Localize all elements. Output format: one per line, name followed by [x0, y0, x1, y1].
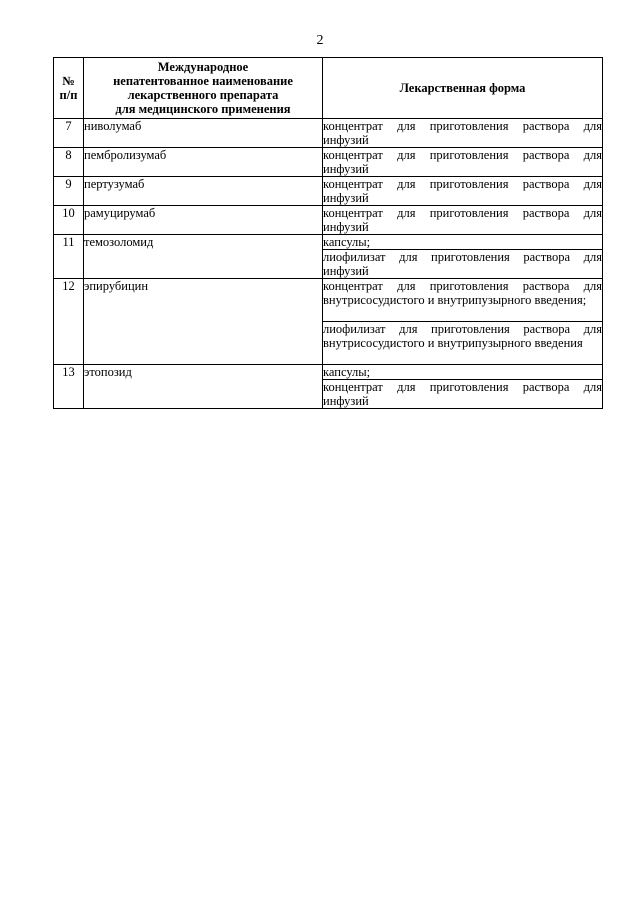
row-number: 9: [54, 177, 84, 206]
table-row: [54, 148, 603, 177]
header-number: [54, 58, 84, 119]
drug-name: пертузумаб: [84, 177, 323, 206]
row-number: 7: [54, 119, 84, 148]
drug-name: эпирубицин: [84, 279, 323, 365]
table-row: [54, 235, 603, 250]
table-header-row: [54, 58, 603, 119]
dosage-form-text: капсулы;: [323, 235, 371, 249]
drug-name: ниволумаб: [84, 119, 323, 148]
header-number-line-2: п/п: [59, 88, 78, 102]
dosage-form-text: капсулы;: [323, 365, 371, 379]
drug-name: темозоломид: [84, 235, 323, 279]
header-name-line-2: непатентованное наименование: [113, 74, 293, 88]
table-row: [54, 119, 603, 148]
row-number: 8: [54, 148, 84, 177]
dosage-form: [323, 365, 603, 380]
drug-name: этопозид: [84, 365, 323, 409]
drug-name: рамуцирумаб: [84, 206, 323, 235]
header-drug-name: [84, 58, 323, 119]
row-number: 13: [54, 365, 84, 409]
dosage-form-text: лиофилизат для приготовления раствора для внутрисосудистого и внутрипузырного введения: [323, 322, 602, 350]
dosage-form: [323, 206, 603, 235]
table-row: [54, 279, 603, 322]
row-number: 11: [54, 235, 84, 279]
dosage-form: [323, 148, 603, 177]
table-row: [54, 365, 603, 380]
dosage-form: [323, 119, 603, 148]
row-number: 10: [54, 206, 84, 235]
dosage-form-text: концентрат для приготовления раствора для инфузий: [323, 177, 602, 205]
row-number: 12: [54, 279, 84, 365]
dosage-form: [323, 380, 603, 409]
dosage-form: [323, 279, 603, 322]
dosage-form-text: концентрат для приготовления раствора для инфузий: [323, 380, 602, 408]
header-name-line-4: для медицинского применения: [115, 102, 291, 116]
drug-name: пембролизумаб: [84, 148, 323, 177]
header-name-line-3: лекарственного препарата: [127, 88, 279, 102]
drug-table: [53, 57, 603, 409]
header-dosage-form: Лекарственная форма: [323, 58, 603, 119]
dosage-form-text: концентрат для приготовления раствора для внутрисосудистого и внутрипузырного введения;: [323, 279, 602, 307]
dosage-form: [323, 235, 603, 250]
table-row: [54, 206, 603, 235]
page-number: 2: [316, 33, 324, 48]
header-name-line-1: Международное: [157, 60, 249, 74]
dosage-form: [323, 177, 603, 206]
header-number-line-1: №: [62, 74, 75, 88]
dosage-form: [323, 322, 603, 365]
dosage-form-text: концентрат для приготовления раствора для инфузий: [323, 119, 602, 147]
dosage-form-text: концентрат для приготовления раствора для инфузий: [323, 148, 602, 176]
dosage-form: [323, 250, 603, 279]
table-row: [54, 177, 603, 206]
dosage-form-text: лиофилизат для приготовления раствора для инфузий: [323, 250, 602, 278]
dosage-form-text: концентрат для приготовления раствора для инфузий: [323, 206, 602, 234]
